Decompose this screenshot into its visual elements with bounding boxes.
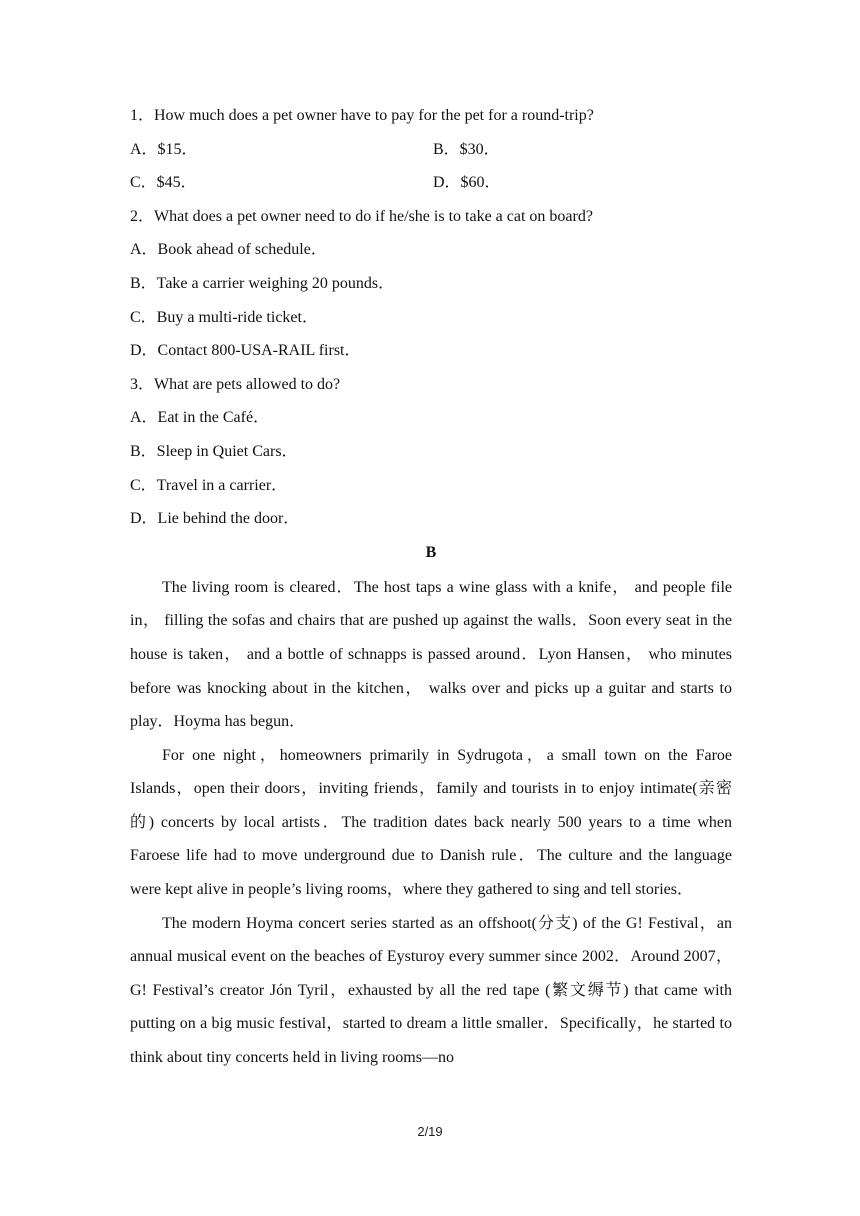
- question-2-option-c: C．Buy a multi-ride ticket．: [130, 308, 318, 326]
- document-content: [130, 104, 732, 1075]
- question-2-option-b: B．Take a carrier weighing 20 pounds．: [130, 274, 395, 292]
- question-3-option-b: B．Sleep in Quiet Cars．: [130, 442, 298, 460]
- question-2-option-d: D．Contact 800-USA-RAIL first．: [130, 342, 361, 360]
- question-1-option-a: A．$15．: [130, 140, 198, 158]
- question-1-options-row-1: [130, 138, 732, 172]
- question-3-option-a: A．Eat in the Café．: [130, 409, 270, 427]
- section-b-paragraph-2: For one night，homeowners primarily in Sydrugota，a small town on the Faroe Islands，open their doors，inviting friends，family and tourists in to enjoy intimate(亲密的) concerts by local artists．The tradition dates back nearly 500 years to a time when Faroese life had to move underground due to Danish rule．The culture and the language were kept alive in people’s living rooms，where they gathered to sing and tell stories．: [130, 746, 732, 899]
- section-b-paragraph-1: The living room is cleared．The host taps a wine glass with a knife， and people file in， filling the sofas and chairs that are pushed up against the walls．Soon every seat in the house is taken， and a bottle of schnapps is passed around．Lyon Hansen， who minutes before was knocking about in the kitchen， walks over and picks up a guitar and starts to play．Hoyma has begun．: [130, 578, 732, 731]
- question-1-options-row-2: [130, 171, 732, 205]
- question-3-stem: 3．What are pets allowed to do?: [130, 375, 341, 393]
- question-1-option-b: B．$30．: [433, 140, 500, 158]
- section-b-paragraph-3: The modern Hoyma concert series started as an offshoot(分支) of the G! Festival，an annual musical event on the beaches of Eysturoy every summer since 2002．Around 2007，G! Festival’s creator Jón Tyril，exhausted by all the red tape (繁文缛节) that came with putting on a big music festival，started to dream a little smaller．Specifically，he started to think about tiny concerts held in living rooms—no: [130, 914, 732, 1067]
- question-3-option-d: D．Lie behind the door．: [130, 510, 300, 528]
- question-1-option-c: C．$45．: [130, 174, 197, 192]
- question-1-stem: 1．How much does a pet owner have to pay for the pet for a round-trip?: [130, 107, 594, 124]
- question-2-stem: 2．What does a pet owner need to do if he/she is to take a cat on board?: [130, 207, 593, 225]
- page-number: 2/19: [417, 1124, 443, 1139]
- section-b-title: B: [425, 543, 437, 561]
- question-1-option-d: D．$60．: [433, 174, 501, 192]
- question-3-option-c: C．Travel in a carrier．: [130, 476, 288, 494]
- question-2-option-a: A．Book ahead of schedule．: [130, 241, 327, 259]
